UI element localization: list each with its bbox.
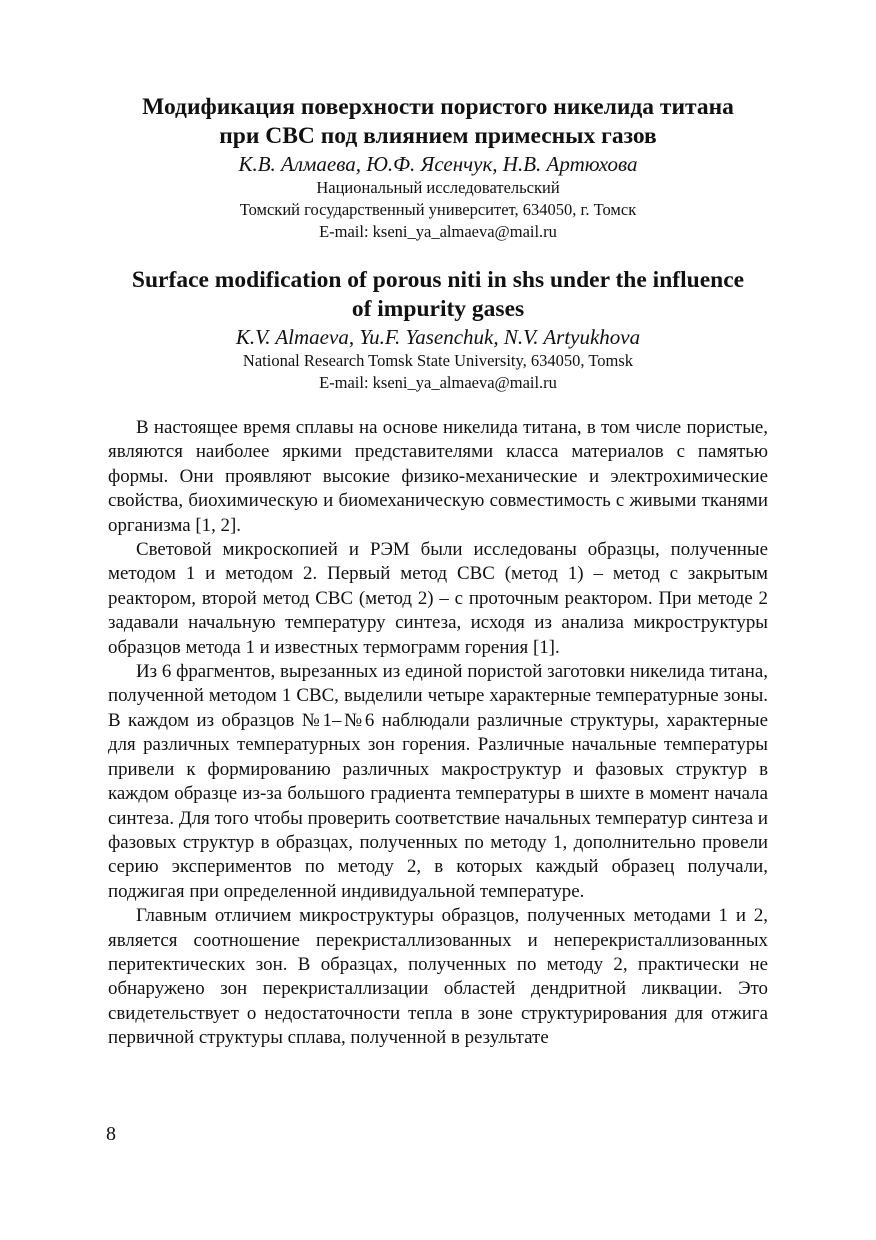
russian-header <box>108 93 768 243</box>
email-en: E-mail: kseni_ya_almaeva@mail.ru <box>319 373 557 392</box>
title-ru-line2: при СВС под влиянием примесных газов <box>219 123 657 149</box>
paragraph-3: Из 6 фрагментов, вырезанных из единой пористой заготовки никелида титана, полученной методом 1 СВС, выделили четыре характерные температурные зоны. В каждом из образцов №1–№6 наблюдали различные структуры, характерные для различных температурных зон горения. Различные начальные температуры привели к формированию различных макроструктур и фазовых структур в каждом образце из-за большого градиента температуры в шихте в момент начала синтеза. Для того чтобы проверить соответствие начальных температур синтеза и фазовых структур в образцах, полученных по методу 1, дополнительно провели серию экспериментов по методу 2, в которых каждый образец получали, поджигая при определенной индивидуальной температуре. <box>108 661 768 902</box>
affiliation-ru-line2: Томский государственный университет, 634050, г. Томск <box>239 200 637 219</box>
body-text <box>108 416 768 1051</box>
authors-ru: К.В. Алмаева, Ю.Ф. Ясенчук, Н.В. Артюхова <box>238 152 638 176</box>
paragraph-2: Световой микроскопией и РЭМ были исследованы образцы, полученные методом 1 и методом 2. Первый метод СВС (метод 1) – метод с закрытым реактором, второй метод СВС (метод 2) – с проточным реактором. При методе 2 задавали начальную температуру синтеза, исходя из анализа микроструктуры образцов метода 1 и известных термограмм горения [1]. <box>108 539 768 658</box>
affiliation-ru-line1: Национальный исследовательский <box>316 178 560 197</box>
email-ru: E-mail: kseni_ya_almaeva@mail.ru <box>319 222 557 241</box>
title-ru-line1: Модификация поверхности пористого никелида титана <box>142 94 734 120</box>
page-number: 8 <box>106 1123 116 1145</box>
title-en-line2: of impurity gases <box>351 296 525 322</box>
paragraph-4: Главным отличием микроструктуры образцов, полученных методами 1 и 2, является соотношение перекристаллизованных и неперекристаллизованных перитектических зон. В образцах, полученных по методу 2, практически не обнаружено зон перекристаллизации областей дендритной ликвации. Это свидетельствует о недостаточности тепла в зоне структурирования для отжига первичной структуры сплава, полученной в результате <box>108 905 768 1049</box>
authors-en: K.V. Almaeva, Yu.F. Yasenchuk, N.V. Artyukhova <box>235 325 641 349</box>
affiliation-en: National Research Tomsk State University, 634050, Tomsk <box>242 351 634 370</box>
paragraph-1: В настоящее время сплавы на основе никелида титана, в том числе пористые, являются наиболее яркими представителями класса материалов с памятью формы. Они проявляют высокие физико-механические и электрохимические свойства, биохимическую и биомеханическую совместимость с живыми тканями организма [1, 2]. <box>108 417 768 536</box>
english-header <box>108 266 768 394</box>
title-en-line1: Surface modification of porous niti in shs under the influence <box>131 267 745 293</box>
